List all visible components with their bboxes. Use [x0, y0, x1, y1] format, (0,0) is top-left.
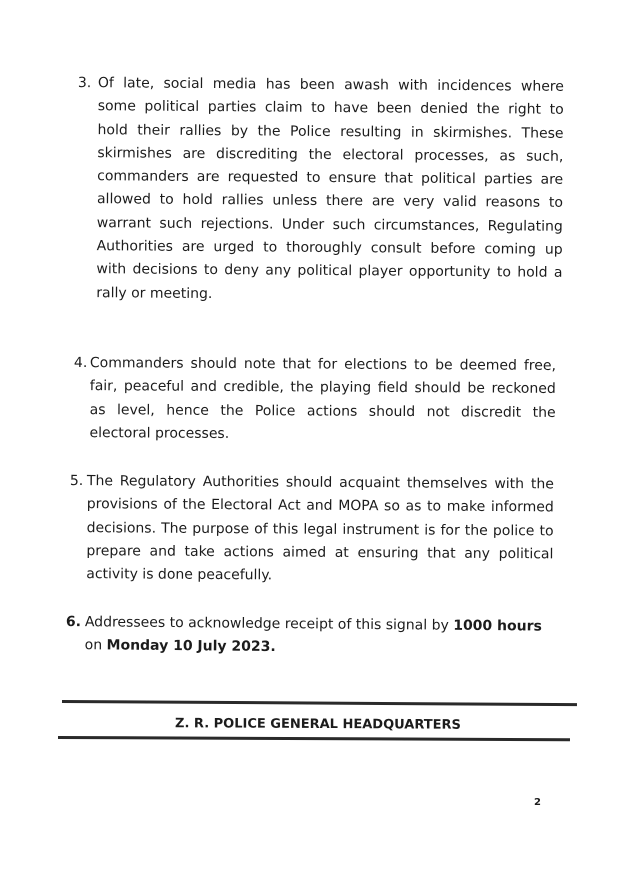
- text-line: [85, 634, 550, 662]
- acknowledge-text: Addressees to acknowledge receipt of this signal by: [84, 614, 454, 634]
- text-line: fair, peaceful and credible, the playing field should be reckoned: [89, 378, 556, 398]
- paragraph-body: [89, 352, 556, 448]
- text-line: commanders are requested to ensure that political parties are: [97, 168, 564, 189]
- divider-top: [62, 700, 577, 706]
- text-line: with decisions to deny any political player opportunity to hold a: [96, 261, 563, 282]
- text-line: prepare and take actions aimed at ensuring that any political: [86, 543, 554, 563]
- text-line: allowed to hold rallies unless there are very valid reasons to: [96, 191, 564, 212]
- text-line: Of late, social media has been awash with incidences where: [97, 75, 564, 95]
- paragraph-body: [96, 72, 564, 309]
- text-line: skirmishes are discrediting the electoral processes, as such,: [97, 145, 564, 165]
- text-line: decisions. The purpose of this legal instrument is for the police to: [86, 519, 554, 539]
- text-line: rally or meeting.: [96, 284, 213, 302]
- paragraph-number: 3.: [77, 74, 92, 92]
- text-line: activity is done peacefully.: [86, 566, 273, 584]
- paragraph-number: 4.: [73, 354, 88, 372]
- text-line: The Regulatory Authorities should acquaint themselves with the: [86, 473, 554, 493]
- paragraph-6: [65, 611, 550, 656]
- divider-bottom: [58, 736, 570, 741]
- deadline-time: 1000 hours: [453, 617, 542, 635]
- paragraph-body: [85, 611, 550, 662]
- paragraph-5: [69, 470, 554, 584]
- paragraph-number: 5.: [69, 472, 84, 490]
- text-line: warrant such rejections. Under such circumstances, Regulating: [96, 214, 563, 235]
- text-line: provisions of the Electoral Act and MOPA so as to make informed: [86, 496, 554, 516]
- text-line: electoral processes.: [89, 424, 230, 442]
- paragraph-4: [73, 352, 556, 442]
- text-line: as level, hence the Police actions should not discredit the: [89, 401, 556, 421]
- page-number: 2: [534, 797, 541, 808]
- paragraph-3: [77, 72, 564, 302]
- deadline-date: Monday 10 July 2023.: [106, 637, 276, 656]
- text-line: hold their rallies by the Police resulting in skirmishes. These: [97, 121, 564, 142]
- paragraph-number: 6.: [65, 613, 82, 631]
- on-text: on: [84, 637, 107, 654]
- footer-title: Z. R. POLICE GENERAL HEADQUARTERS: [175, 716, 461, 733]
- text-line: some political parties claim to have been denied the right to: [97, 98, 564, 119]
- paragraph-body: [86, 470, 554, 590]
- text-line: Authorities are urged to thoroughly consult before coming up: [96, 238, 563, 258]
- text-line: Commanders should note that for elections to be deemed free,: [89, 355, 556, 374]
